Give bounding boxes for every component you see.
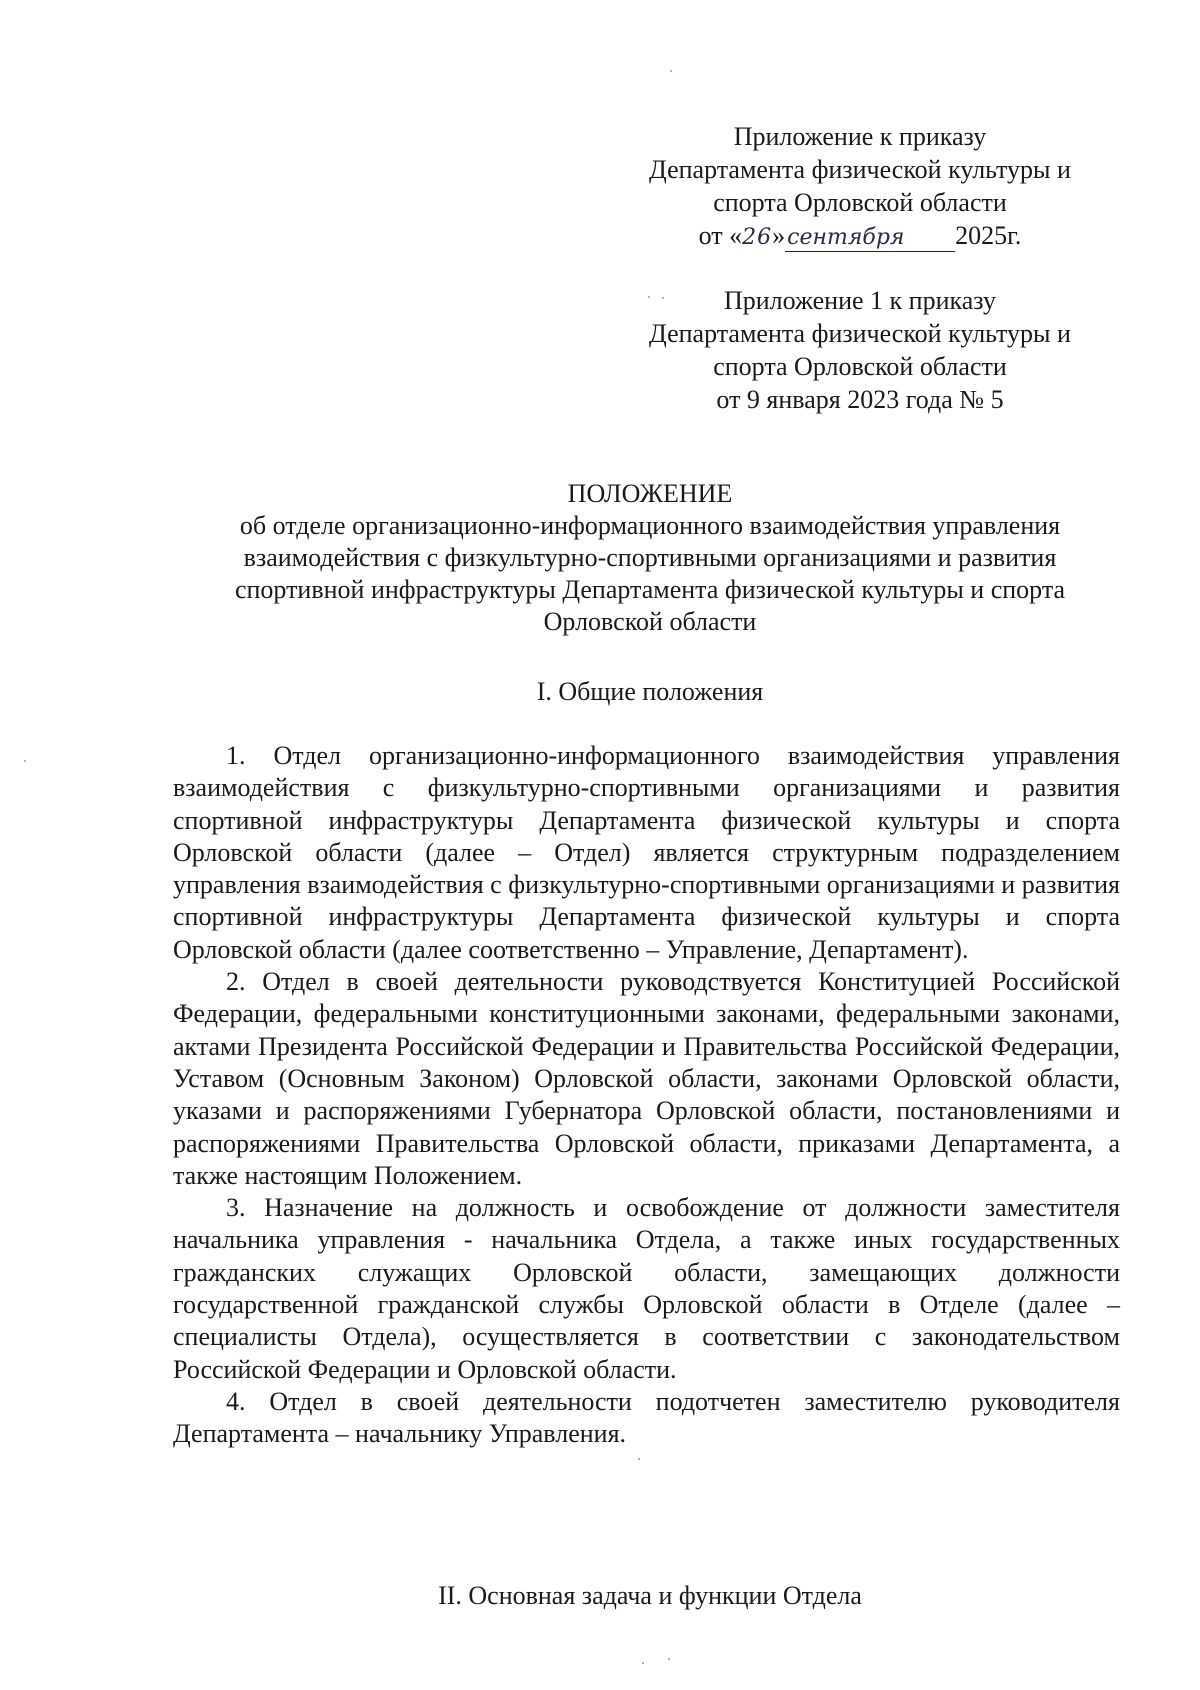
title-heading: ПОЛОЖЕНИЕ xyxy=(567,479,733,508)
date-year: 2025г. xyxy=(955,221,1022,250)
appendix-line: Приложение к приказу xyxy=(733,122,987,151)
appendix-line: от 9 января 2023 года № 5 xyxy=(716,385,1004,414)
title-line: Орловской области xyxy=(543,607,757,636)
section-heading-functions: II. Основная задача и функции Отдела xyxy=(438,1581,862,1610)
scan-speck xyxy=(638,1458,640,1460)
appendix-date-line xyxy=(610,219,1110,254)
document-title xyxy=(170,478,1130,638)
paragraph: 3. Назначение на должность и освобождение от должности заместителя начальника управления - начальника Отдела, а также иных государственных гражданских служащих Орловской области, замещающих должности государственной гражданской службы Орловской области в Отделе (далее – специалисты Отдела), осуществляется в соответствии с законодательством Российской Федерации и Орловской области. xyxy=(173,1193,1120,1384)
section-body-general xyxy=(173,740,1120,1451)
scan-speck xyxy=(662,297,664,299)
scan-speck xyxy=(668,1658,670,1660)
paragraph: 2. Отдел в своей деятельности руководствуется Конституцией Российской Федерации, федеральными конституционными законами, федеральными законами, актами Президента Российской Федерации и Правительства Российской Федерации, Уставом (Основным Законом) Орловской области, законами Орловской области, указами и распоряжениями Губернатора Орловской области, постановлениями и распоряжениями Правительства Орловской области, приказами Департамента, а также настоящим Положением. xyxy=(173,967,1120,1190)
appendix-current-order xyxy=(610,120,1110,254)
scan-speck xyxy=(642,1662,644,1664)
paragraph: 1. Отдел организационно-информационного взаимодействия управления взаимодействия с физкультурно-спортивными организациями и развития спортивной инфраструктуры Департамента физической культуры и спорта Орловской области (далее – Отдел) является структурным подразделением управления взаимодействия с физкультурно-спортивными организациями и развития спортивной инфраструктуры Департамента физической культуры и спорта Орловской области (далее соответственно – Управление, Департамент). xyxy=(173,741,1120,964)
paragraph: 4. Отдел в своей деятельности подотчетен заместителю руководителя Департамента – начальнику Управления. xyxy=(173,1386,1120,1449)
scan-speck xyxy=(24,760,26,762)
section-heading-general: I. Общие положения xyxy=(536,677,764,706)
date-prefix: от « xyxy=(698,221,743,250)
title-line: спортивной инфраструктуры Департамента физической культуры и спорта xyxy=(234,575,1066,604)
appendix-line: Департамента физической культуры и xyxy=(649,319,1071,348)
appendix-line: спорта Орловской области xyxy=(713,352,1007,381)
handwritten-day: 26 xyxy=(742,225,773,250)
date-quote-close: » xyxy=(772,221,786,250)
scan-speck xyxy=(648,296,650,298)
title-line: взаимодействия с физкультурно-спортивными организациями и развития xyxy=(243,543,1057,572)
title-line: об отделе организационно-информационного взаимодействия управления xyxy=(239,511,1061,540)
appendix-original-order xyxy=(610,284,1110,416)
appendix-line: Приложение 1 к приказу xyxy=(723,286,996,315)
handwritten-month: сентября xyxy=(785,225,955,252)
appendix-line: Департамента физической культуры и xyxy=(649,155,1071,184)
appendix-line: спорта Орловской области xyxy=(713,188,1007,217)
scan-speck xyxy=(670,70,672,72)
